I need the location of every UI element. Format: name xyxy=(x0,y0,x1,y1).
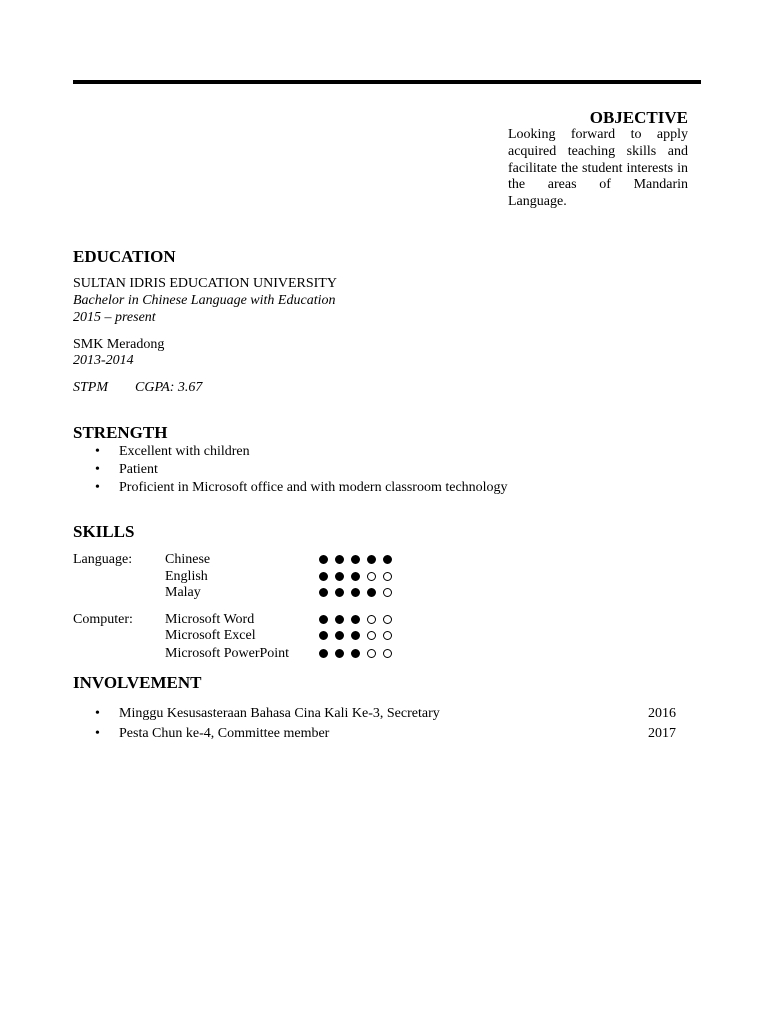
bullet-icon: • xyxy=(95,726,100,741)
rating-dot-filled-icon xyxy=(319,555,328,564)
education-period: 2015 – present xyxy=(73,310,156,325)
rating-dot-filled-icon xyxy=(351,555,360,564)
rating-dot-filled-icon xyxy=(351,572,360,581)
rating-dot-filled-icon xyxy=(319,588,328,597)
bullet-icon: • xyxy=(95,706,100,721)
rating-dot-empty-icon xyxy=(383,631,392,640)
bullet-icon: • xyxy=(95,462,100,477)
skill-name: English xyxy=(165,569,208,584)
skill-name: Malay xyxy=(165,585,201,600)
skill-name: Microsoft PowerPoint xyxy=(165,646,290,661)
strength-item: Excellent with children xyxy=(119,444,250,459)
skill-category: Computer: xyxy=(73,612,133,627)
rating-dot-filled-icon xyxy=(319,572,328,581)
involvement-heading: INVOLVEMENT xyxy=(73,673,202,692)
rating-dot-empty-icon xyxy=(367,631,376,640)
rating-dot-empty-icon xyxy=(367,615,376,624)
rating-dot-filled-icon xyxy=(335,615,344,624)
objective-heading: OBJECTIVE xyxy=(589,108,688,127)
bullet-icon: • xyxy=(95,480,100,495)
skill-rating xyxy=(319,572,392,581)
skill-rating xyxy=(319,649,392,658)
rating-dot-empty-icon xyxy=(383,615,392,624)
education-program: Bachelor in Chinese Language with Education xyxy=(73,293,336,308)
education-exam: STPM xyxy=(73,380,108,395)
rating-dot-filled-icon xyxy=(335,572,344,581)
rating-dot-filled-icon xyxy=(335,588,344,597)
skill-rating xyxy=(319,555,392,564)
rating-dot-filled-icon xyxy=(335,555,344,564)
rating-dot-filled-icon xyxy=(367,555,376,564)
strength-item: Proficient in Microsoft office and with modern classroom technology xyxy=(119,480,508,495)
rating-dot-empty-icon xyxy=(367,572,376,581)
strength-item: Patient xyxy=(119,462,158,477)
rating-dot-empty-icon xyxy=(383,649,392,658)
involvement-year: 2016 xyxy=(648,706,676,721)
skill-name: Chinese xyxy=(165,552,211,567)
skill-rating xyxy=(319,631,392,640)
rating-dot-empty-icon xyxy=(383,572,392,581)
rating-dot-filled-icon xyxy=(383,555,392,564)
education-period: 2013-2014 xyxy=(73,353,134,368)
rating-dot-empty-icon xyxy=(383,588,392,597)
education-institution: SULTAN IDRIS EDUCATION UNIVERSITY xyxy=(73,276,337,291)
header-rule xyxy=(73,80,701,84)
rating-dot-empty-icon xyxy=(367,649,376,658)
skill-category: Language: xyxy=(73,552,133,567)
involvement-item: Pesta Chun ke-4, Committee member xyxy=(119,726,330,741)
skills-heading: SKILLS xyxy=(73,522,135,541)
rating-dot-filled-icon xyxy=(335,649,344,658)
rating-dot-filled-icon xyxy=(319,615,328,624)
rating-dot-filled-icon xyxy=(351,649,360,658)
strength-heading: STRENGTH xyxy=(73,423,168,442)
rating-dot-filled-icon xyxy=(367,588,376,597)
rating-dot-filled-icon xyxy=(335,631,344,640)
skill-name: Microsoft Excel xyxy=(165,628,256,643)
education-heading: EDUCATION xyxy=(73,247,176,266)
rating-dot-filled-icon xyxy=(351,615,360,624)
rating-dot-filled-icon xyxy=(351,631,360,640)
rating-dot-filled-icon xyxy=(351,588,360,597)
involvement-year: 2017 xyxy=(648,726,676,741)
skill-name: Microsoft Word xyxy=(165,612,255,627)
objective-text: Looking forward to apply acquired teaching skills and facilitate the student interests in the areas of Mandarin Language. xyxy=(508,127,688,210)
skill-rating xyxy=(319,615,392,624)
education-score: CGPA: 3.67 xyxy=(135,380,203,395)
skill-rating xyxy=(319,588,392,597)
bullet-icon: • xyxy=(95,444,100,459)
rating-dot-filled-icon xyxy=(319,631,328,640)
rating-dot-filled-icon xyxy=(319,649,328,658)
education-institution: SMK Meradong xyxy=(73,337,165,352)
involvement-item: Minggu Kesusasteraan Bahasa Cina Kali Ke-3, Secretary xyxy=(119,706,440,721)
